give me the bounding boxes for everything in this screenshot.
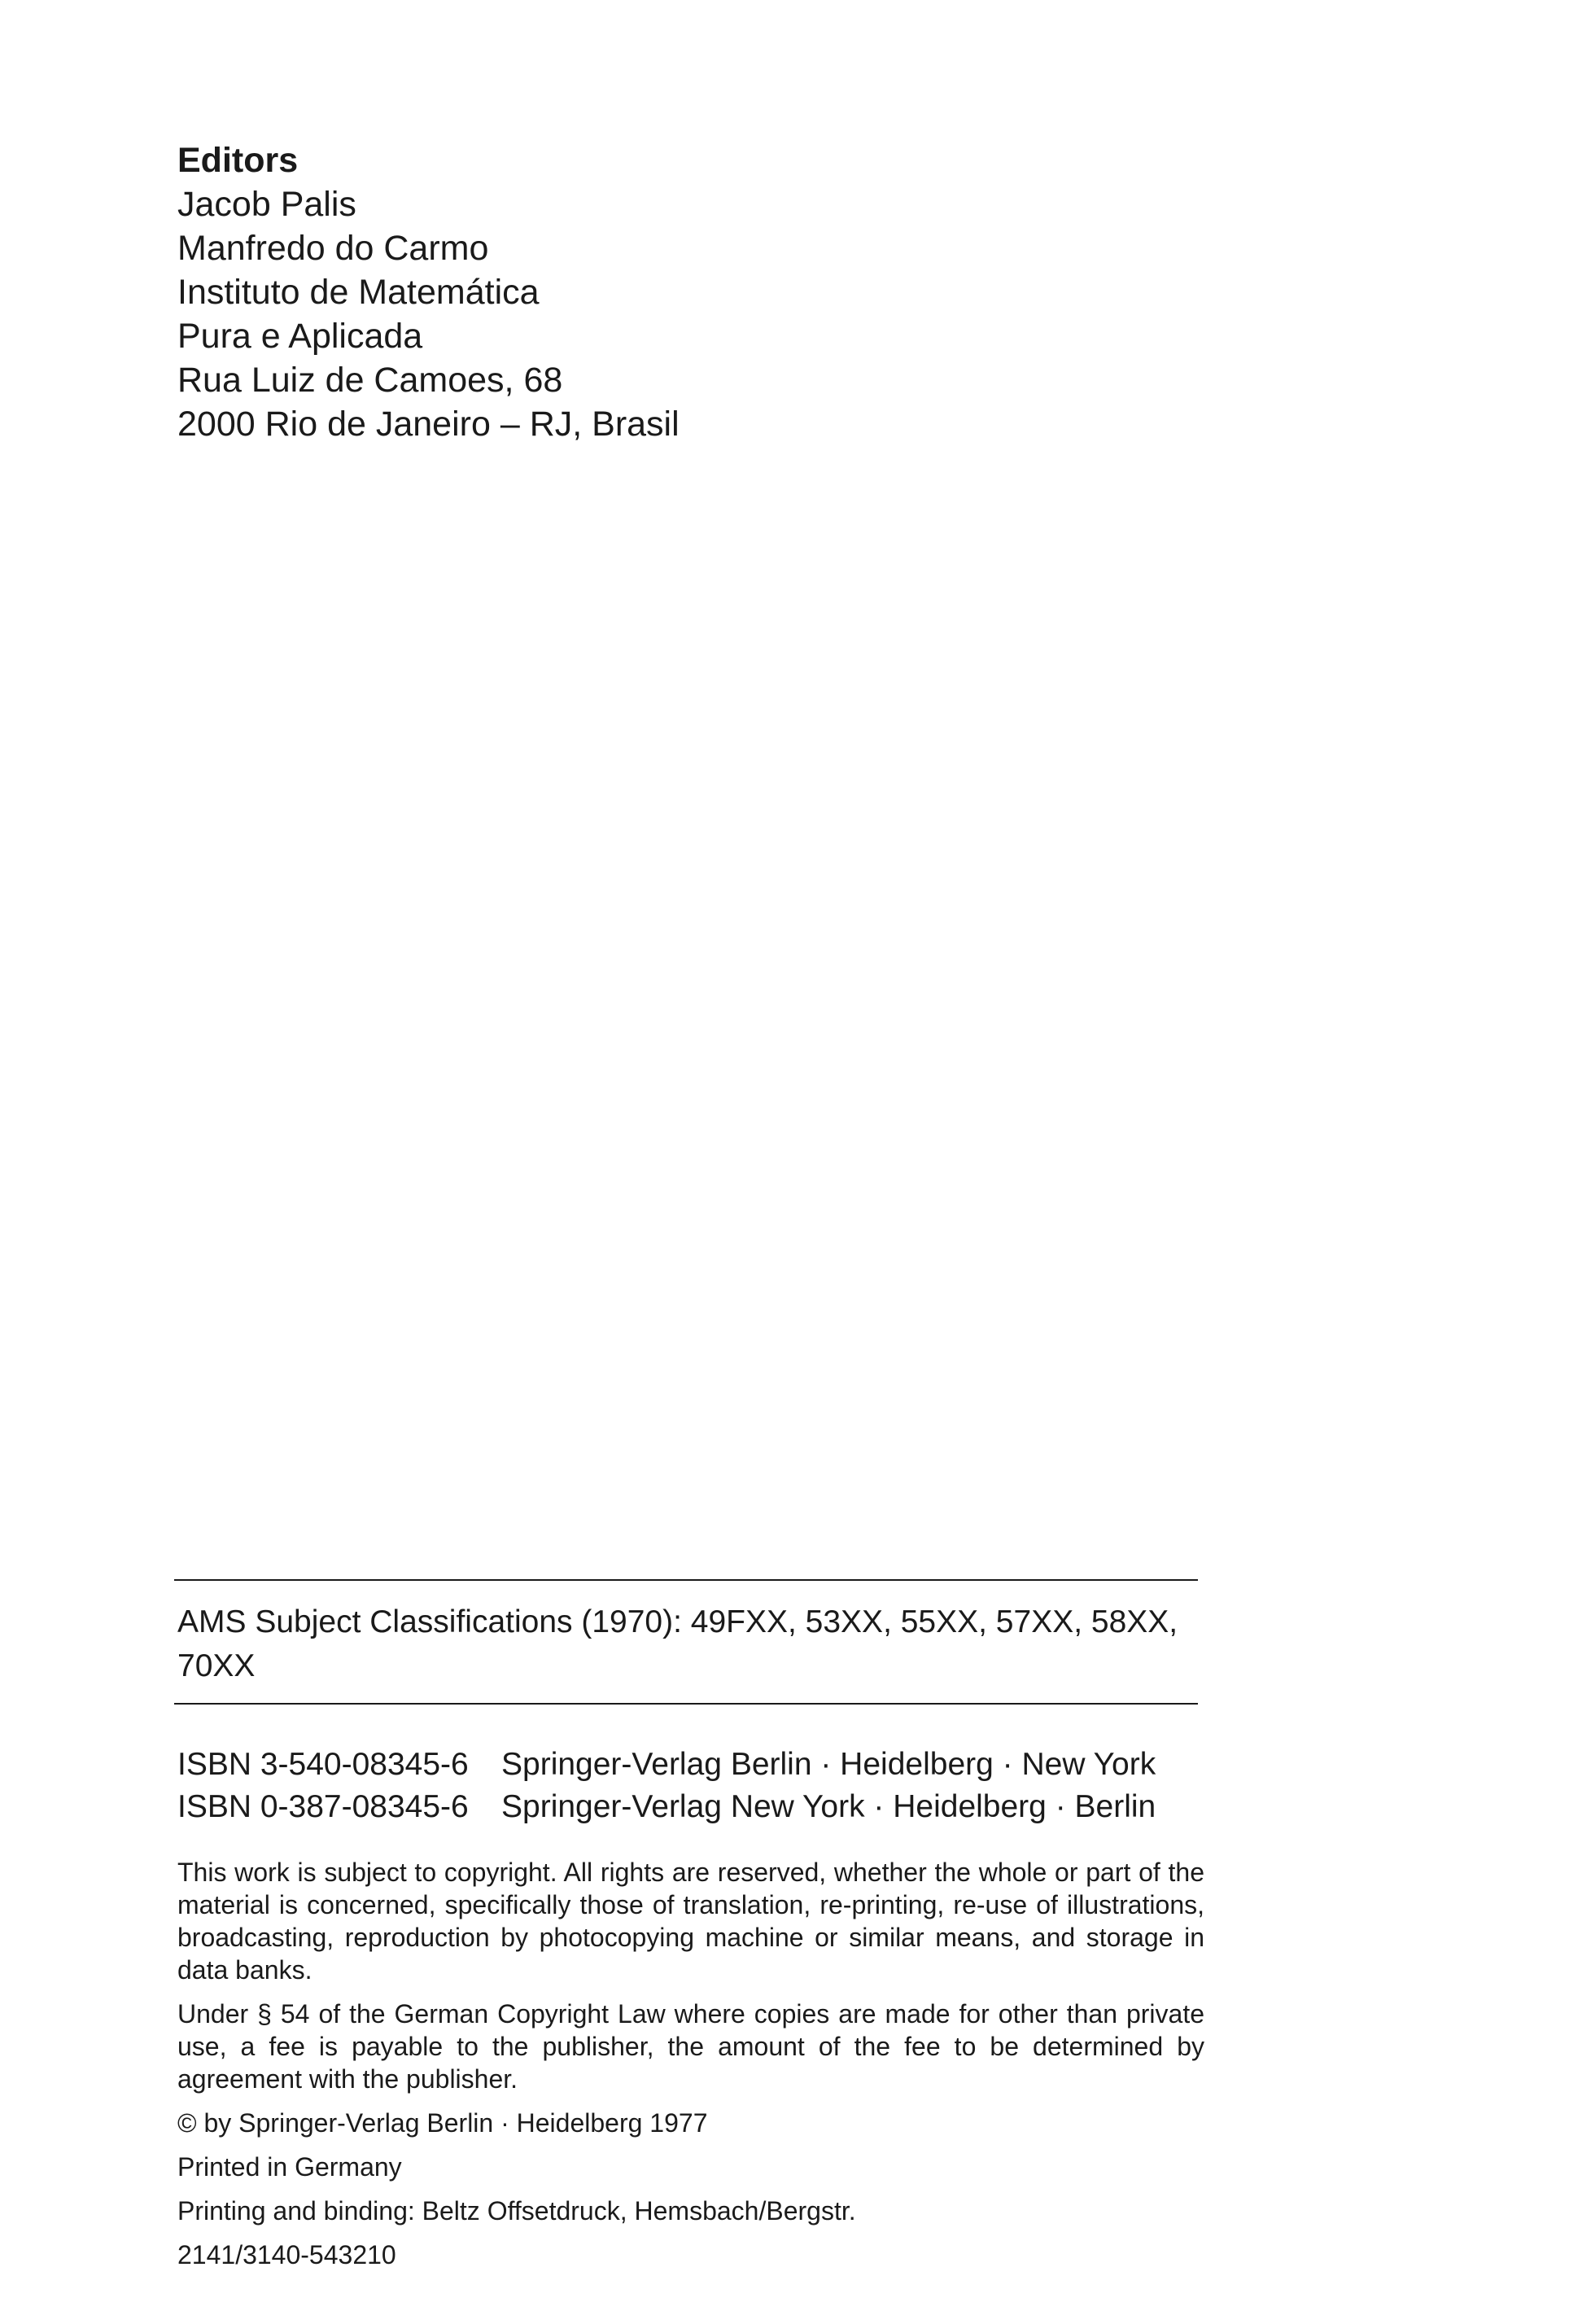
isbn-row bbox=[177, 1786, 1219, 1828]
fee-paragraph: Under § 54 of the German Copyright Law where copies are made for other than private use, a fee is payable to the publisher, the amount of the fee to be determined by agreement with the publisher. bbox=[177, 1999, 1204, 2094]
editor-address-line: Instituto de Matemática bbox=[177, 273, 540, 312]
divider-rule bbox=[174, 1703, 1198, 1705]
print-code-line: 2141/3140-543210 bbox=[177, 2240, 396, 2269]
editors-heading: Editors bbox=[177, 141, 299, 180]
isbn-block bbox=[177, 1744, 1219, 1828]
copyright-line: © by Springer-Verlag Berlin · Heidelberg 1977 bbox=[177, 2108, 708, 2138]
ams-classification-line: 70XX bbox=[177, 1648, 256, 1683]
divider-rule bbox=[174, 1579, 1198, 1581]
ams-classification-line: AMS Subject Classifications (1970): 49FXX, 53XX, 55XX, 57XX, 58XX, bbox=[177, 1604, 1178, 1639]
editor-address-line: 2000 Rio de Janeiro – RJ, Brasil bbox=[177, 405, 680, 444]
editor-name: Manfredo do Carmo bbox=[177, 229, 489, 268]
editor-name: Jacob Palis bbox=[177, 185, 356, 224]
isbn-publisher: Springer-Verlag Berlin · Heidelberg · New York bbox=[501, 1747, 1156, 1782]
printing-binding-line: Printing and binding: Beltz Offsetdruck, Hemsbach/Bergstr. bbox=[177, 2196, 856, 2226]
editor-address-line: Pura e Aplicada bbox=[177, 317, 423, 356]
editor-address-line: Rua Luiz de Camoes, 68 bbox=[177, 361, 563, 400]
editors-block bbox=[177, 138, 910, 446]
printed-in-line: Printed in Germany bbox=[177, 2152, 402, 2182]
ams-classification bbox=[177, 1600, 1203, 1688]
isbn-number: ISBN 0-387-08345-6 bbox=[177, 1789, 469, 1824]
isbn-number: ISBN 3-540-08345-6 bbox=[177, 1747, 469, 1782]
isbn-publisher: Springer-Verlag New York · Heidelberg · Berlin bbox=[501, 1789, 1156, 1824]
isbn-row bbox=[177, 1744, 1219, 1786]
copyright-notice bbox=[177, 1856, 1204, 2282]
rights-paragraph: This work is subject to copyright. All rights are reserved, whether the whole or part of the material is concerned, specifically those of translation, re-printing, re-use of illustrations, broadcasting, reproduction by photocopying machine or similar means, and storage in data banks. bbox=[177, 1858, 1204, 1985]
